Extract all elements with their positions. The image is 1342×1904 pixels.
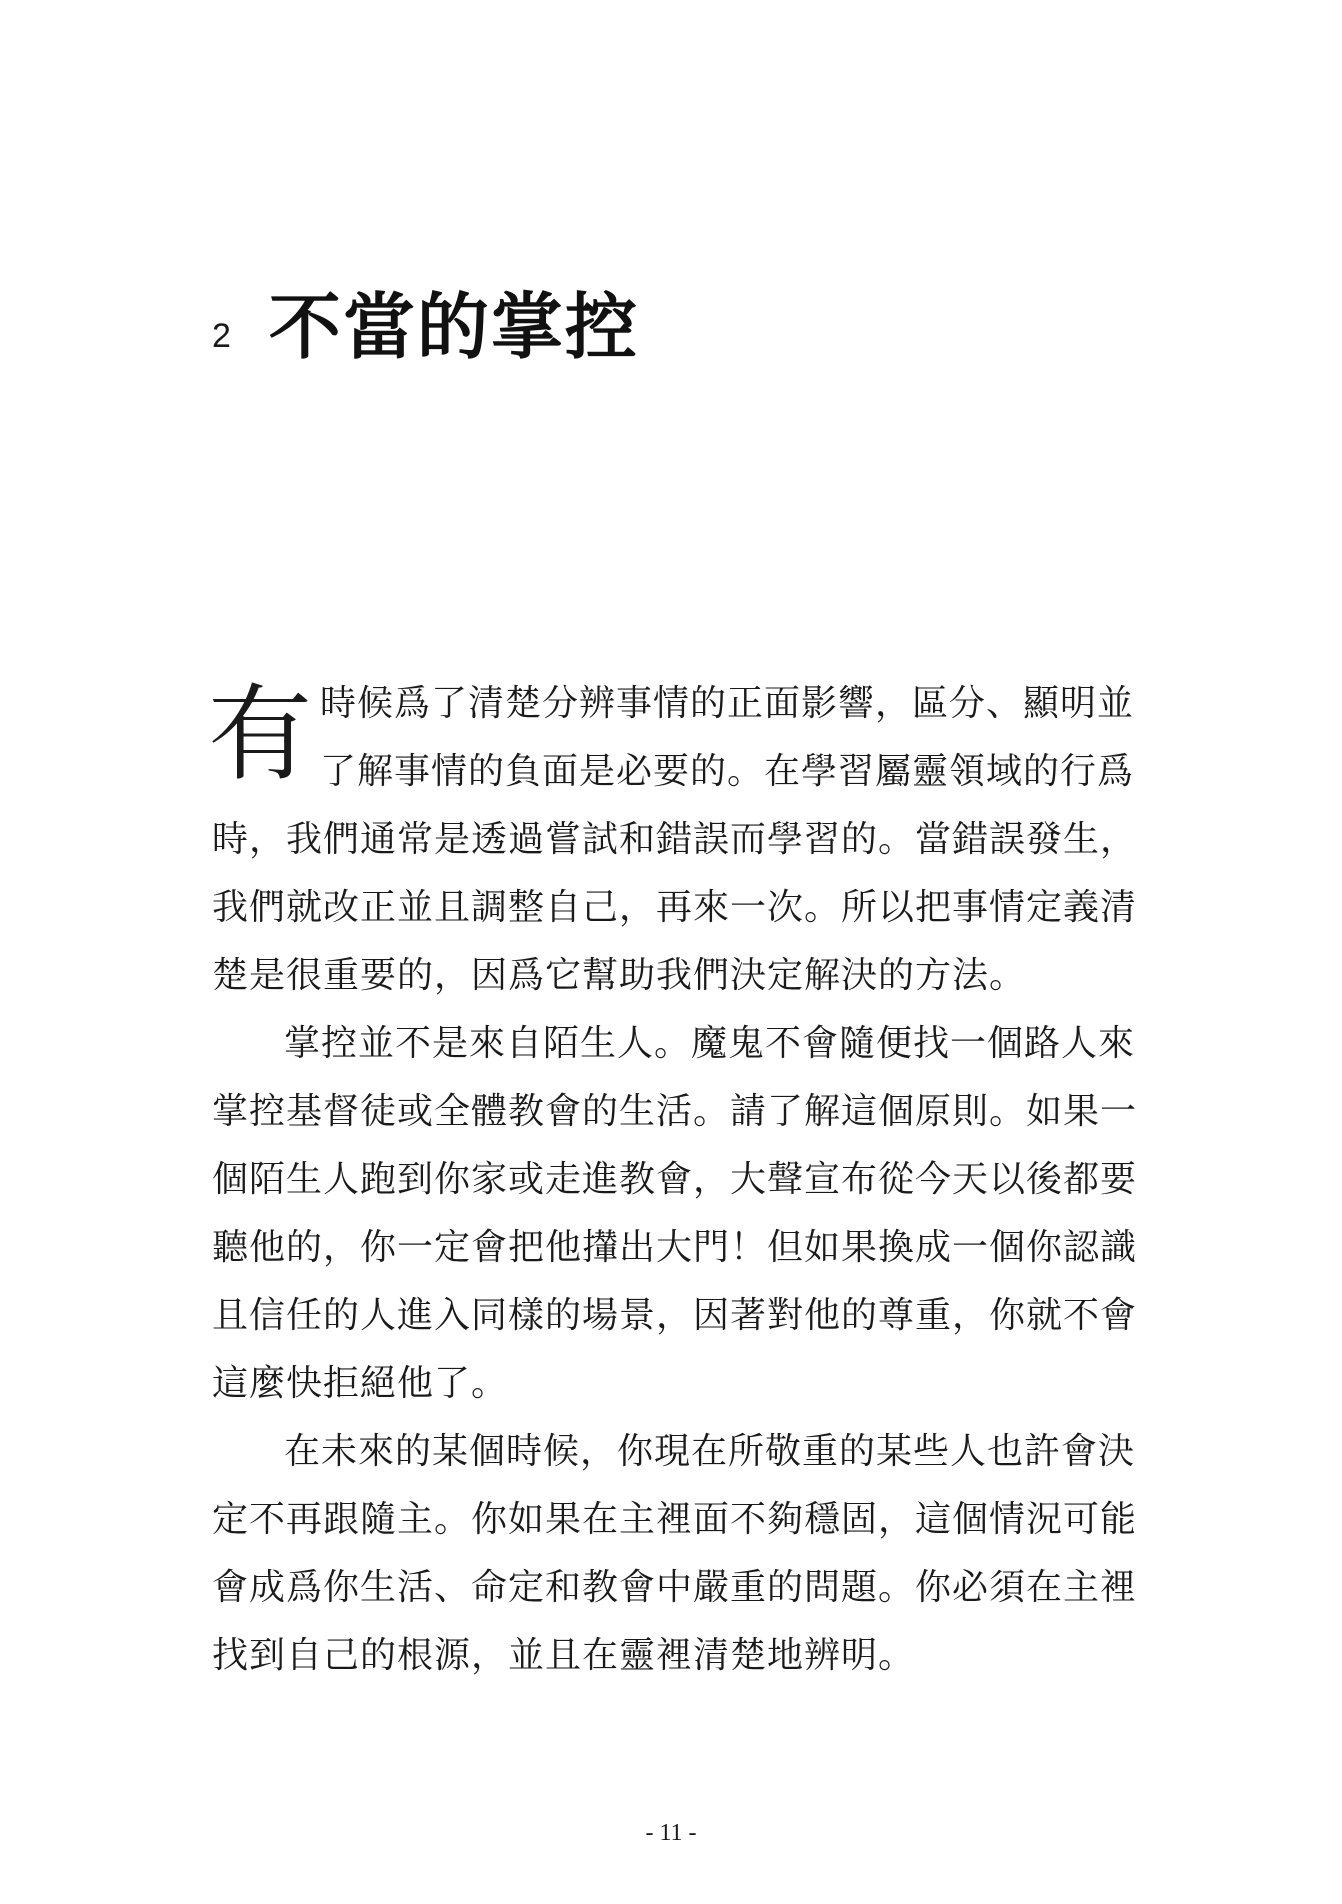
text-line: 楚是很重要的，因爲它幫助我們決定解決的方法。 xyxy=(212,955,1027,996)
text-line: 時候爲了清楚分辨事情的正面影響，區分、顯明並 xyxy=(320,683,1135,724)
drop-cap: 有 xyxy=(208,673,313,795)
text-line: 這麼快拒絕他了。 xyxy=(212,1363,509,1404)
chapter-title: 不當的掌控 xyxy=(268,285,639,369)
text-line: 且信任的人進入同樣的場景，因著對他的尊重，你就不會 xyxy=(212,1295,1138,1336)
text-line: 找到自己的根源，並且在靈裡清楚地辨明。 xyxy=(212,1635,916,1676)
text-line: 在未來的某個時候，你現在所敬重的某些人也許會決 xyxy=(284,1431,1136,1472)
text-line: 掌控並不是來自陌生人。魔鬼不會隨便找一個路人來 xyxy=(284,1023,1136,1064)
text-line: 我們就改正並且調整自己，再來一次。所以把事情定義清 xyxy=(212,887,1138,928)
paragraph-1-opening xyxy=(208,670,1135,806)
page-number: - 11 - xyxy=(645,1820,697,1846)
text-line: 掌控基督徒或全體教會的生活。請了解這個原則。如果一 xyxy=(212,1091,1138,1132)
text-line: 時，我們通常是透過嘗試和錯誤而學習的。當錯誤發生， xyxy=(212,819,1138,860)
text-line: 聽他的，你一定會把他攆出大門！但如果換成一個你認識 xyxy=(212,1227,1138,1268)
text-line: 個陌生人跑到你家或走進教會，大聲宣布從今天以後都要 xyxy=(212,1159,1138,1200)
chapter-heading xyxy=(212,283,639,369)
text-line: 了解事情的負面是必要的。在學習屬靈領域的行爲 xyxy=(320,751,1135,792)
chapter-number: 2 xyxy=(212,317,231,355)
text-line: 會成爲你生活、命定和教會中嚴重的問題。你必須在主裡 xyxy=(212,1567,1138,1608)
body-text xyxy=(208,670,1138,1690)
text-line: 定不再跟隨主。你如果在主裡面不夠穩固，這個情況可能 xyxy=(212,1499,1138,1540)
